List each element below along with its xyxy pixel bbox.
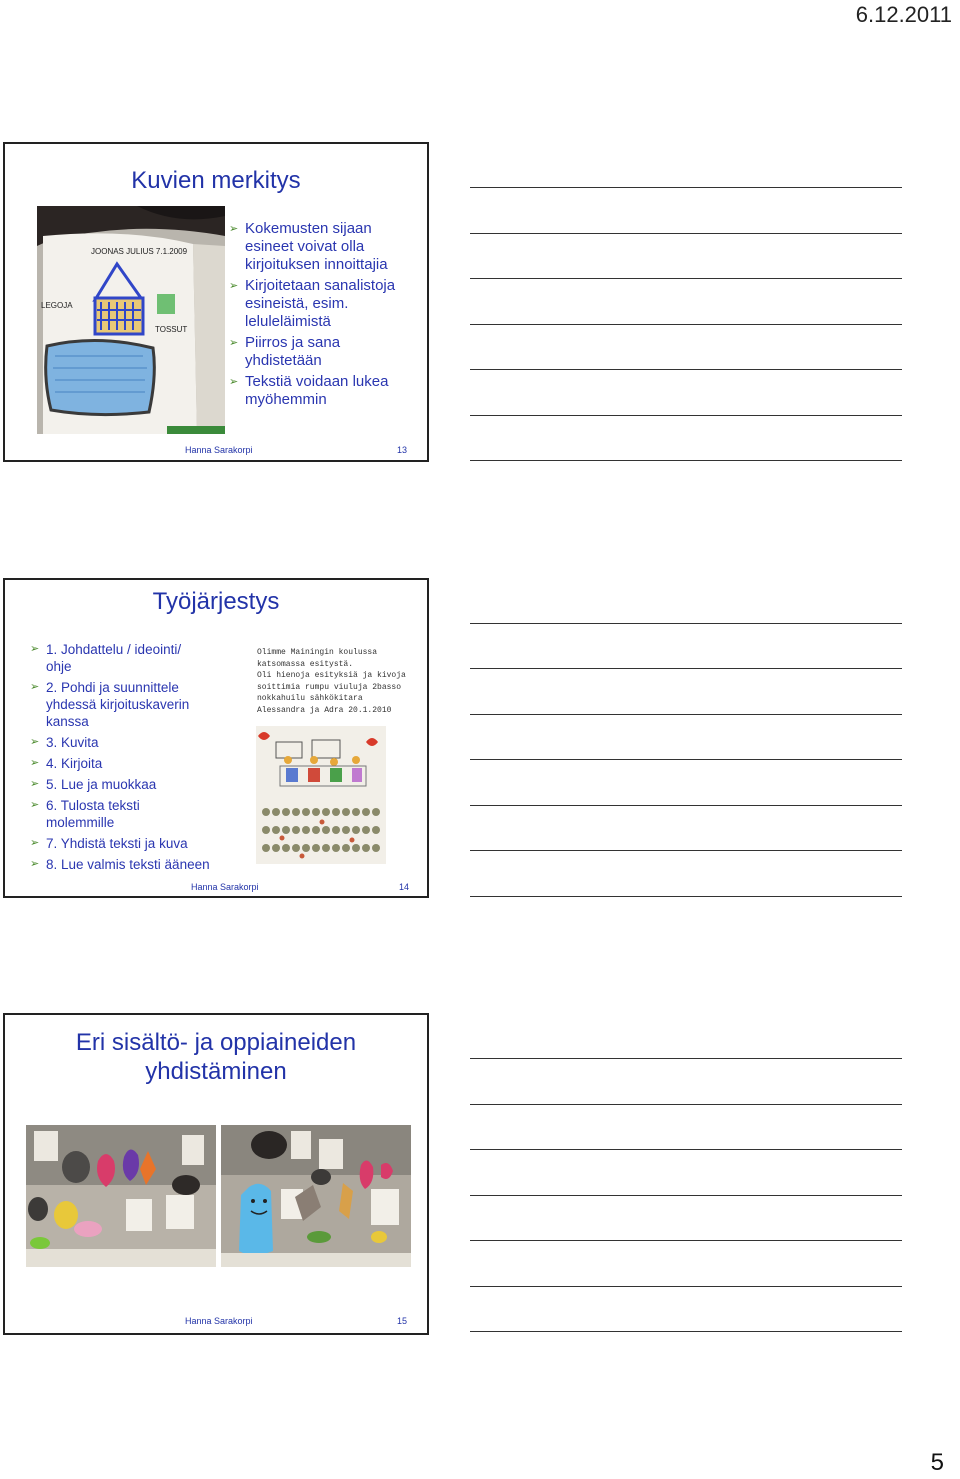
note-line (470, 1104, 902, 1105)
child-drawing-photo (37, 206, 225, 434)
note-line (470, 1286, 902, 1287)
slide-number: 15 (397, 1316, 408, 1326)
bullet-item: ➢ 8. Lue valmis teksti ääneen (30, 856, 210, 873)
bullet-item: ➢ 3. Kuvita (30, 734, 210, 751)
slide-title-line: Eri sisältö- ja oppiaineiden (75, 1029, 357, 1056)
note-line (470, 668, 902, 669)
footer-author: Hanna Sarakorpi (191, 882, 259, 892)
note-line (470, 1195, 902, 1196)
bullet-item: ➢ 1. Johdattelu / ideointi/ ohje (30, 641, 210, 675)
caption-line: nokkahuilu sähkökitara (257, 694, 363, 703)
note-line (470, 896, 902, 897)
note-line (470, 415, 902, 416)
footer-author: Hanna Sarakorpi (185, 1316, 253, 1326)
concert-drawing-illustration (256, 726, 386, 864)
bullet-item: ➢ 5. Lue ja muokkaa (30, 776, 210, 793)
bullet-item: ➢ 7. Yhdistä teksti ja kuva (30, 835, 210, 852)
note-line (470, 187, 902, 188)
note-line (470, 278, 902, 279)
slide-title (5, 1028, 427, 1086)
drawing-name-label: JOONAS JULIUS 7.1.2009 (91, 247, 188, 256)
note-line (470, 460, 902, 461)
bullet-item: ➢ 2. Pohdi ja suunnittele yhdessä kirjoituskaverin kanssa (30, 679, 210, 730)
slide-13 (3, 142, 429, 462)
bullet-item: ➢ Tekstiä voidaan lukea myöhemmin (229, 373, 419, 409)
slide-title: Työjärjestys (152, 588, 280, 615)
plush-toys-photo-left (26, 1125, 216, 1267)
student-text-caption (257, 647, 417, 716)
note-line (470, 233, 902, 234)
bullet-item: ➢ Kirjoitetaan sanalistoja esineistä, esim. leluleläimistä (229, 277, 419, 331)
bullet-list (30, 641, 210, 877)
page-date: 6.12.2011 (855, 2, 952, 27)
note-line (470, 623, 902, 624)
slide-title-line: yhdistäminen (145, 1058, 287, 1085)
note-line (470, 1331, 902, 1332)
note-line (470, 1058, 902, 1059)
note-line (470, 369, 902, 370)
plush-toys-photo-right (221, 1125, 411, 1267)
concert-drawing-photo (256, 726, 386, 864)
slide-number: 13 (397, 445, 408, 455)
drawing-illustration (37, 206, 225, 434)
bullet-list (229, 220, 419, 412)
bullet-item: ➢ 4. Kirjoita (30, 755, 210, 772)
slide-15 (3, 1013, 429, 1335)
drawing-legoja-label: LEGOJA (41, 301, 73, 310)
note-line (470, 1240, 902, 1241)
note-line (470, 759, 902, 760)
caption-line: soittimia rumpu viuluja 2basso (257, 682, 402, 692)
slide-14 (3, 578, 429, 898)
note-line (470, 1149, 902, 1150)
bullet-item: ➢ Kokemusten sijaan esineet voivat olla kirjoituksen innoittajia (229, 220, 419, 274)
note-line (470, 324, 902, 325)
footer-author: Hanna Sarakorpi (185, 445, 253, 455)
plush-toys-illustration (221, 1125, 411, 1267)
note-line (470, 805, 902, 806)
slide-title: Kuvien merkitys (131, 167, 301, 194)
bullet-item: ➢ 6. Tulosta teksti molemmille (30, 797, 210, 831)
note-line (470, 714, 902, 715)
drawing-tossut-label: TOSSUT (155, 325, 188, 334)
plush-toys-illustration (26, 1125, 216, 1267)
note-line (470, 850, 902, 851)
caption-line: katsomassa esitystä. (257, 659, 354, 669)
caption-line: Alessandra ja Adra 20.1.2010 (257, 705, 392, 715)
page-number: 5 (930, 1449, 944, 1476)
slide-number: 14 (399, 882, 410, 892)
caption-line: Olimme Mainingin koulussa (257, 648, 378, 657)
bullet-item: ➢ Piirros ja sana yhdistetään (229, 334, 419, 370)
caption-line: Oli hienoja esityksiä ja kivoja (257, 671, 406, 680)
